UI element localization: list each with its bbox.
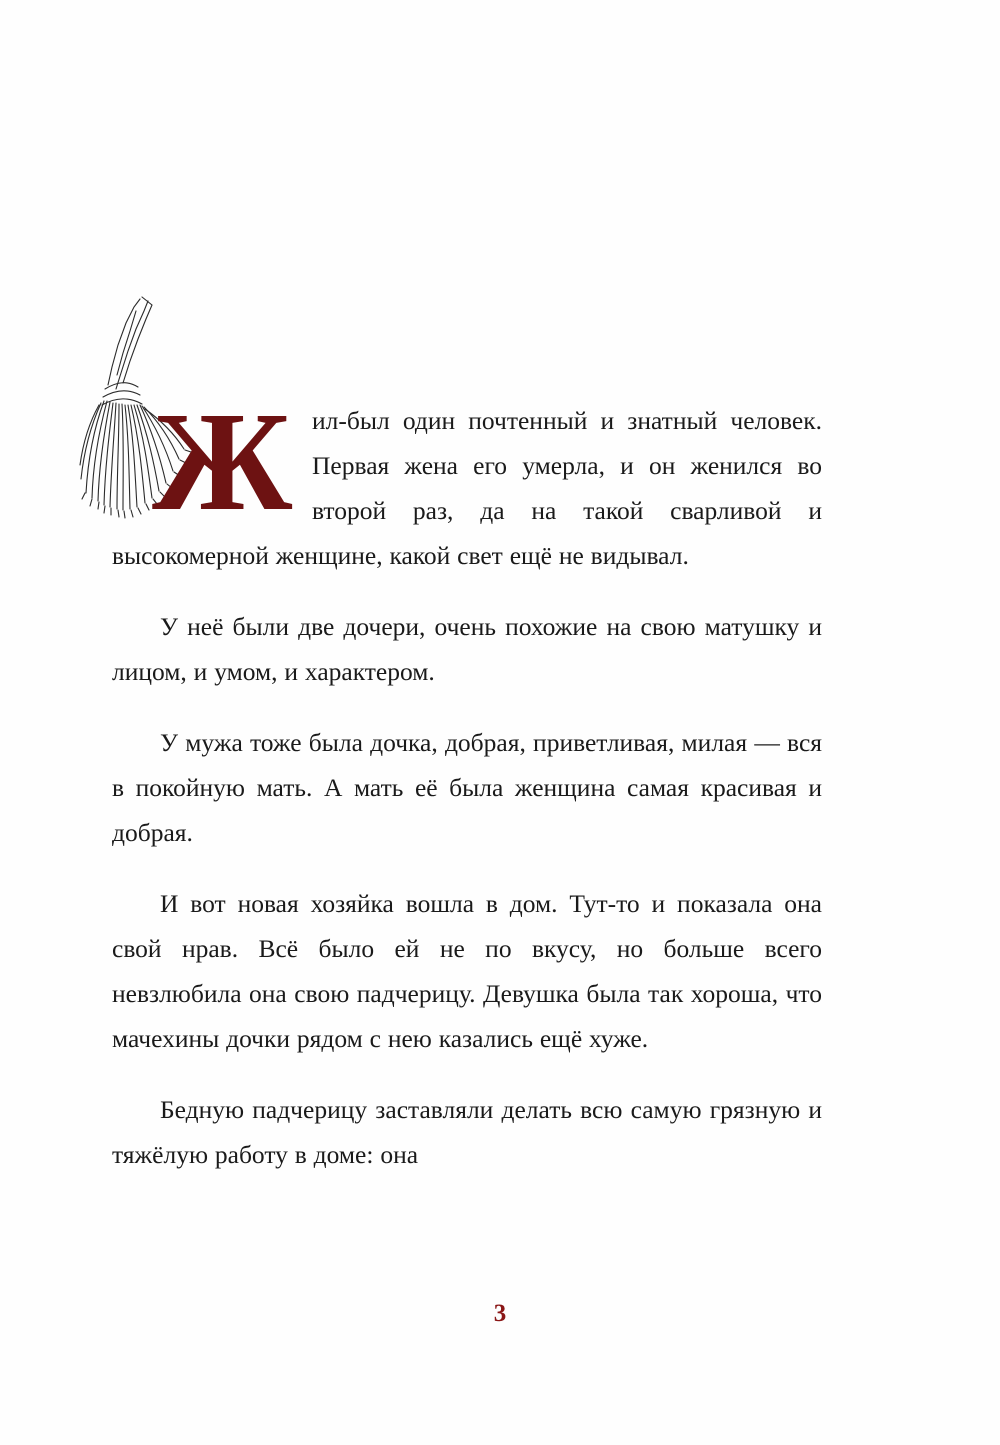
paragraph-3: У мужа тоже была дочка, добрая, приветливая, милая — вся в покойную мать. А мать её была женщина самая красивая и добрая. xyxy=(112,728,822,847)
paragraph-4: И вот новая хозяйка вошла в дом. Тут-то и показала она свой нрав. Всё было ей не по вкусу, но больше всего невзлюбила она свою падчерицу. Девушка была так хороша, что мачехины дочки рядом с нею казались ещё хуже. xyxy=(112,889,822,1053)
paragraph-1: ил-был один почтенный и знатный человек. Первая жена его умерла, и он женился во второй раз, да на такой сварливой и высокомерной женщине, какой свет ещё не видывал. xyxy=(112,406,822,570)
paragraph-5: Бедную падчерицу заставляли делать всю самую грязную и тяжёлую работу в доме: она xyxy=(112,1095,822,1169)
paragraph-2: У неё были две дочери, очень похожие на свою матушку и лицом, и умом, и характером. xyxy=(112,612,822,686)
drop-cap-letter: Ж xyxy=(152,382,291,540)
text-column xyxy=(112,382,822,1203)
dropcap-block xyxy=(112,382,822,578)
page-number: 3 xyxy=(493,1300,507,1327)
